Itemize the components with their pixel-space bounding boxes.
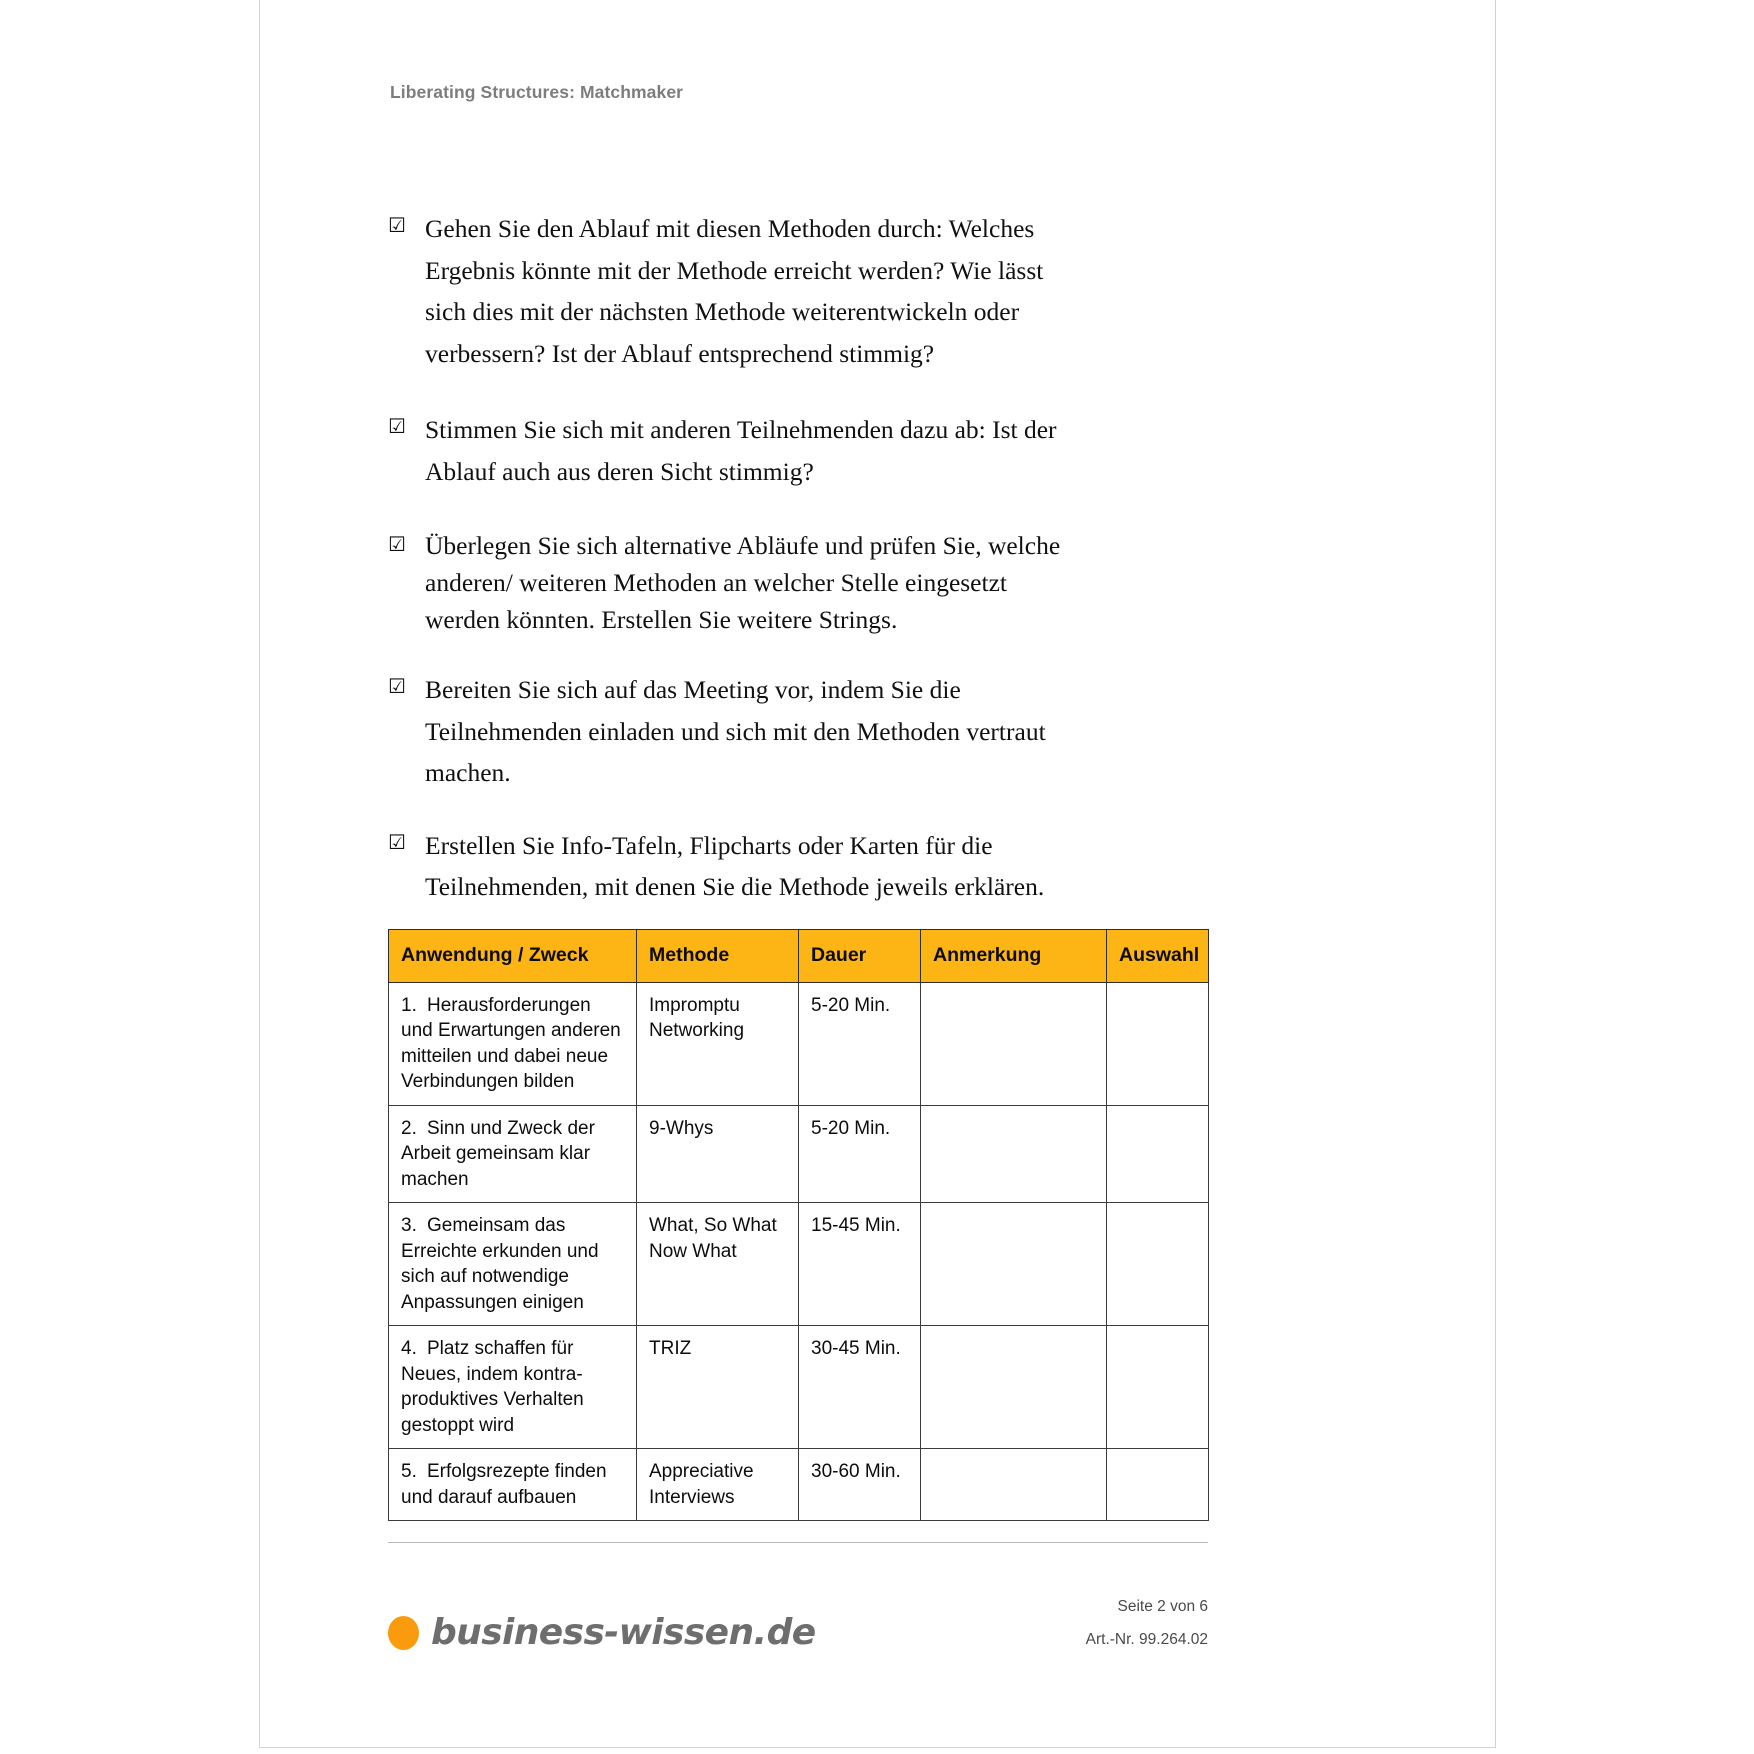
column-header-dauer: Dauer	[799, 930, 921, 983]
table-row	[389, 1105, 1209, 1203]
column-header-auswahl: Auswahl	[1107, 930, 1209, 983]
table-row	[389, 982, 1209, 1105]
cell-row-number: 2.	[401, 1117, 417, 1139]
cell-auswahl[interactable]	[1107, 982, 1209, 1105]
column-header-anmerkung: Anmerkung	[921, 930, 1107, 983]
list-item	[388, 825, 1288, 908]
column-header-methode: Methode	[637, 930, 799, 983]
cell-anmerkung[interactable]	[921, 1449, 1107, 1521]
list-item-text: Stimmen Sie sich mit anderen Teilnehmenden dazu ab: Ist der Ablauf auch aus deren Sicht stimmig?	[425, 415, 1057, 486]
document-footer	[388, 1570, 1208, 1680]
cell-dauer: 30-45 Min.	[799, 1326, 921, 1449]
list-item-text: Überlegen Sie sich alternative Abläufe und prüfen Sie, welche anderen/ weiteren Methoden an welcher Stelle eingesetzt werden könnten. Erstellen Sie weitere Strings.	[425, 531, 1061, 634]
footer-divider	[388, 1542, 1208, 1543]
list-item	[388, 409, 1288, 492]
cell-auswahl[interactable]	[1107, 1326, 1209, 1449]
cell-methode: Impromptu Networking	[637, 982, 799, 1105]
page-number-label: Seite 2 von 6	[1117, 1598, 1208, 1615]
cell-zweck-text: Herausforderungen und Erwartungen anderen mitteilen und dabei neue Verbindungen bilden	[401, 994, 621, 1092]
cell-row-number: 5.	[401, 1461, 417, 1482]
column-header-anwendung-zweck: Anwendung / Zweck	[389, 930, 637, 983]
cell-zweck	[389, 1203, 637, 1326]
cell-auswahl[interactable]	[1107, 1449, 1209, 1521]
cell-dauer: 30-60 Min.	[799, 1449, 921, 1521]
cell-auswahl[interactable]	[1107, 1203, 1209, 1326]
instruction-list	[388, 208, 1288, 937]
checkbox-icon: ☑	[388, 213, 406, 237]
cell-dauer: 5-20 Min.	[799, 1105, 921, 1203]
cell-zweck	[389, 1449, 637, 1521]
checkbox-icon: ☑	[388, 829, 406, 854]
cell-zweck	[389, 982, 637, 1105]
cell-zweck-text: Platz schaffen für Neues, indem kontra-produktives Verhalten gestoppt wird	[401, 1338, 584, 1436]
checkbox-icon: ☑	[388, 414, 406, 438]
list-item-text: Erstellen Sie Info-Tafeln, Flipcharts oder Karten für die Teilnehmenden, mit denen Sie die Methode jeweils erklären.	[425, 830, 1045, 901]
cell-anmerkung[interactable]	[921, 982, 1107, 1105]
business-wissen-logo[interactable]	[388, 1612, 816, 1653]
table-header-row	[389, 930, 1209, 983]
cell-methode: TRIZ	[637, 1326, 799, 1449]
logo-dot-icon	[388, 1616, 419, 1650]
footer-meta	[1086, 1590, 1208, 1656]
cell-methode: What, So What Now What	[637, 1203, 799, 1326]
table-row	[389, 1449, 1209, 1521]
cell-methode: Appreciative Interviews	[637, 1449, 799, 1521]
cell-anmerkung[interactable]	[921, 1326, 1107, 1449]
checkbox-icon: ☑	[388, 674, 406, 698]
cell-anmerkung[interactable]	[921, 1105, 1107, 1203]
logo-wordmark: business-wissen.de	[431, 1612, 816, 1653]
table-row	[389, 1326, 1209, 1449]
cell-row-number: 1.	[401, 994, 417, 1016]
cell-zweck-text: Erfolgsrezepte finden und darauf aufbauen	[401, 1461, 607, 1508]
cell-row-number: 3.	[401, 1215, 417, 1236]
cell-anmerkung[interactable]	[921, 1203, 1107, 1326]
article-number-label: Art.-Nr. 99.264.02	[1085, 1631, 1208, 1648]
cell-dauer: 15-45 Min.	[799, 1203, 921, 1326]
cell-zweck-text: Gemeinsam das Erreichte erkunden und sich auf notwendige Anpassungen einigen	[401, 1215, 599, 1313]
cell-zweck	[389, 1105, 637, 1203]
list-item-text: Gehen Sie den Ablauf mit diesen Methoden durch: Welches Ergebnis könnte mit der Methode erreicht werden? Wie lässt sich dies mit der nächsten Methode weiterentwickeln oder verbessern? Ist der Ablauf entsprechend stimmig?	[425, 214, 1044, 368]
cell-dauer: 5-20 Min.	[799, 982, 921, 1105]
cell-auswahl[interactable]	[1107, 1105, 1209, 1203]
document-header-title: Liberating Structures: Matchmaker	[390, 82, 684, 102]
cell-zweck	[389, 1326, 637, 1449]
list-item-text: Bereiten Sie sich auf das Meeting vor, indem Sie die Teilnehmenden einladen und sich mit den Methoden vertraut machen.	[425, 675, 1046, 787]
cell-methode: 9-Whys	[637, 1105, 799, 1203]
cell-zweck-text: Sinn und Zweck der Arbeit gemeinsam klar machen	[401, 1117, 595, 1190]
list-item	[388, 669, 1288, 794]
list-item	[388, 208, 1288, 374]
method-selection-table	[388, 929, 1209, 1521]
table-row	[389, 1203, 1209, 1326]
list-item	[388, 527, 1288, 638]
checkbox-icon: ☑	[388, 532, 406, 556]
cell-row-number: 4.	[401, 1338, 417, 1359]
